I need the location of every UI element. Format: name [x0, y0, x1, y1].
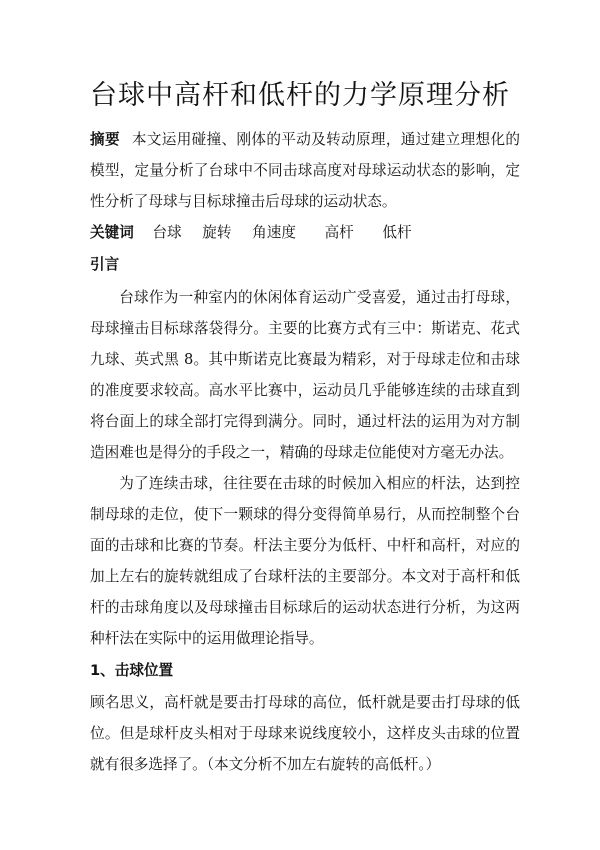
keyword-item: 台球 — [152, 224, 182, 241]
section-1-heading: 1、击球位置 — [90, 662, 174, 679]
abstract-text: 本文运用碰撞、刚体的平动及转动原理，通过建立理想化的模型，定量分析了台球中不同击球高度对母球运动状态的影响，定性分析了母球与目标球撞击后母球的运动状态。 — [90, 131, 520, 210]
page-title: 台球中高杆和低杆的力学原理分析 — [90, 80, 510, 111]
keyword-item: 旋转 — [202, 224, 232, 241]
keywords-section — [90, 217, 520, 248]
keyword-item: 低杆 — [382, 224, 412, 241]
keyword-item: 高杆 — [324, 224, 354, 241]
intro-paragraph-2: 为了连续击球，往往要在击球的时候加入相应的杆法，达到控制母球的走位，使下一颗球的得分变得简单易行，从而控制整个台面的击球和比赛的节奏。杆法主要分为低杆、中杆和高杆，对应的加上左右的旋转就组成了台球杆法的主要部分。本文对于高杆和低杆的击球角度以及母球撞击目标球后的运动状态进行分析，为这两种杆法在实际中的运用做理论指导。 — [90, 475, 520, 647]
intro-paragraph-1: 台球作为一种室内的休闲体育运动广受喜爱，通过击打母球，母球撞击目标球落袋得分。主要的比赛方式有三中：斯诺克、花式九球、英式黑 8。其中斯诺克比赛最为精彩，对于母球走位和击球的准度要求较高。高水平比赛中，运动员几乎能够连续的击球直到将台面上的球全部打完得到满分。同时，通过杆法的运用为对方制造困难也是得分的手段之一，精确的母球走位能使对方毫无办法。 — [90, 289, 520, 461]
keyword-item: 角速度 — [252, 224, 296, 241]
abstract-label: 摘要 — [90, 131, 120, 148]
intro-heading: 引言 — [90, 256, 120, 273]
section-1-paragraph: 顾名思义，高杆就是要击打母球的高位，低杆就是要击打母球的低位。但是球杆皮头相对于母球来说线度较小，这样皮头击球的位置就有很多选择了。（本文分析不加左右旋转的高低杆。） — [90, 694, 520, 773]
abstract-section — [90, 124, 520, 217]
keywords-label: 关键词 — [90, 224, 134, 241]
